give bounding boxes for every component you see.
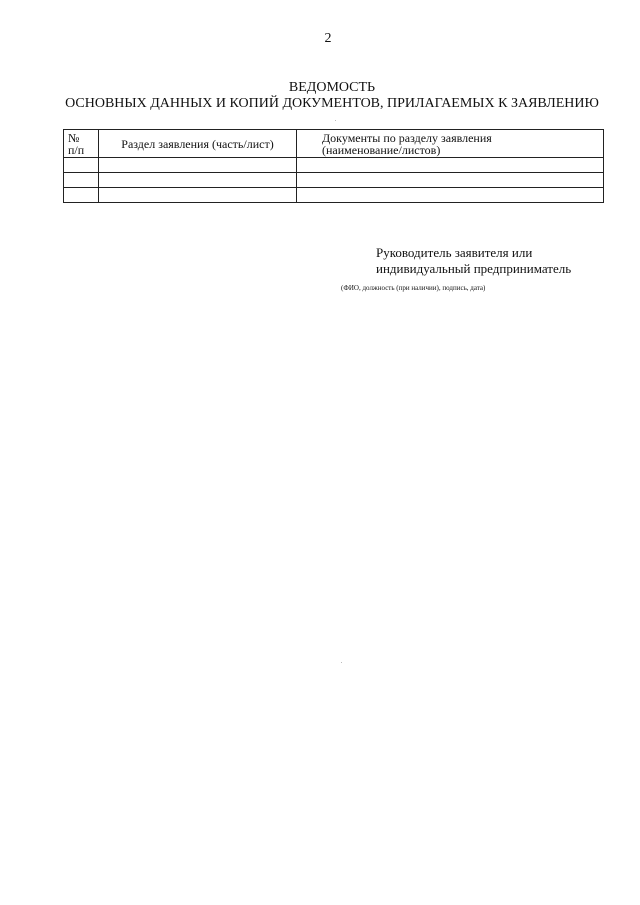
signature-caption: (ФИО, должность (при наличии), подпись, дата) [341,284,486,292]
cell-documents[interactable] [297,158,604,173]
table-header-row [64,130,604,158]
document-title: ВЕДОМОСТЬ [288,80,376,95]
signature-block [376,245,571,277]
header-documents-title: Документы по разделу заявления [322,130,492,145]
table-row [64,158,604,173]
cell-section[interactable] [99,188,297,203]
header-number [64,130,99,158]
table-row [64,188,604,203]
scan-speck [341,662,342,663]
cell-number[interactable] [64,173,99,188]
document-subtitle: ОСНОВНЫХ ДАННЫХ И КОПИЙ ДОКУМЕНТОВ, ПРИЛАГАЕМЫХ К ЗАЯВЛЕНИЮ [65,96,599,111]
signature-role-line1: Руководитель заявителя или [376,245,533,260]
header-documents [297,130,604,158]
header-number-abbr: п/п [68,142,85,157]
cell-documents[interactable] [297,173,604,188]
scan-speck [335,120,336,121]
signature-role-line2: индивидуальный предприниматель [376,261,572,276]
cell-section[interactable] [99,158,297,173]
page-number: 2 [324,31,332,46]
cell-section[interactable] [99,173,297,188]
header-section: Раздел заявления (часть/лист) [99,130,297,158]
table-row [64,173,604,188]
cell-documents[interactable] [297,188,604,203]
header-documents-subtitle: (наименование/листов) [322,142,441,157]
cell-number[interactable] [64,158,99,173]
cell-number[interactable] [64,188,99,203]
header-number-symbol: № [68,130,80,145]
documents-table [63,129,604,203]
